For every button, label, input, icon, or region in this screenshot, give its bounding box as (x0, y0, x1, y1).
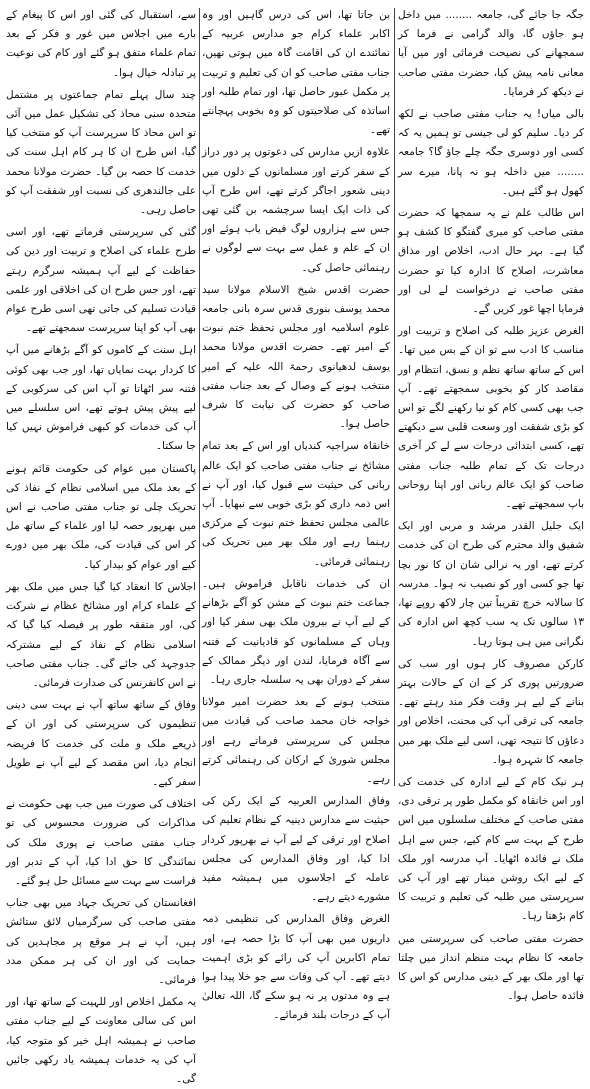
paragraph: کارکن مصروف کار ہوں اور سب کی ضرورتیں پوری کر کے ان کے حالات بہتر بنانے کے لیے ہر وقت فکر مند رہتے تھے۔ جامعہ کی ترقی آپ کی محنت، اخلاص اور دعاؤں کا نتیجہ تھی، اسی لیے ملک بھر میں جامعہ کا شہرہ ہوا۔ (398, 657, 584, 766)
paragraph: چند سال پہلے تمام جماعتوں پر مشتمل متحدہ سنی محاذ کی تشکیل عمل میں آئی تو اس محاذ کا سرپرست آپ کو منتخب کیا گیا، اس طرح ان کا ہر کام اہل سنت کی خدمت کا حصہ بن گیا۔ حضرت مولانا محمد علی جالندھری کی نسبت اور شفقت آپ کو حاصل رہی۔ (6, 88, 196, 217)
paragraph: اس طالب علم نے یہ سمجھا کہ حضرت مفتی صاحب کو میری گفتگو کا کشف ہو گیا ہے۔ بہر حال ادب، اخلاص اور مذاق معاشرت، اصلاح کا ادارہ کیا تو حضرت مفتی صاحب نے درخواست لے لی اور فرمایا اچھا غور کریں گے۔ (398, 207, 584, 316)
paragraph: منتخب ہونے کے بعد حضرت امیر مولانا خواجہ خان محمد صاحب کی قیادت میں مجلس کی سرپرستی فرماتے رہے اور مجلس شوریٰ کے ارکان کی رہنمائی کرتے رہے۔ (202, 696, 390, 785)
paragraph: الغرض عزیز طلبہ کی اصلاح و تربیت اور مناسب کا ادب سے تو ان کے بس میں تھا۔ اس کے ساتھ ساتھ نظم و نسق، انتظام اور مقاصد کار کو بخوبی سمجھتے تھے۔ آپ جب بھی کسی کام کو نیا رکھنے لگے تو اس کو بڑی شفقت اور وسعت قلبی سے دیکھتے تھے، کسی ابتدائی درجات سے لے کر آخری درجات تک کے تمام طلبہ جناب مفتی صاحب کو ایک عالم ربانی اور اپنا روحانی باپ سمجھتے تھے۔ (398, 325, 584, 511)
paragraph: بالی میاں! یہ جناب مفتی صاحب نے لکھ کر دیا۔ سلیم کو لی جیسی تو ہمیں یہ کہ کسی اور دوسری جگہ چلے جاؤ گا؟ جامعہ ........ میں داخلہ ہو نہ پانا، میرے سر کھول ہو گئے ہیں۔ (398, 108, 584, 197)
text-column-middle (202, 6, 390, 1022)
paragraph: اجلاس کا انعقاد کیا گیا جس میں ملک بھر کے علماء کرام اور مشائخ عظام نے شرکت کی، اور متفقہ طور پر فیصلہ کیا گیا کہ اسلامی نظام کے نفاذ کے لیے مشترکہ جدوجہد کی جائے گی۔ جناب مفتی صاحب نے اس کانفرنس کی صدارت فرمائی۔ (6, 580, 196, 689)
paragraph: اختلاف کی صورت میں جب بھی حکومت نے مذاکرات کی ضرورت محسوس کی تو جناب مفتی صاحب نے پوری ملک کی نمائندگی کا حق ادا کیا، آپ کے تدبر اور فراست سے بہت سے مسائل حل ہو گئے۔ (6, 798, 196, 887)
paragraph: ہر نیک کام کے لیے ادارہ کی خدمت کی اور اس خانقاہ کو مکمل طور پر ترقی دی، مفتی صاحب کے مختلف سلسلوں میں اس طرح کے بہت سے کام کیے، جس سے اہل ملک نے فائدہ اٹھایا۔ آپ مدرسہ اور ملک کے لیے ایک روشن مینار تھے اور آپ کی سرپرستی میں طلبہ کی تعلیم و تربیت کا کام بڑھتا رہا۔ (398, 775, 584, 923)
paragraph: گئی کی سرپرستی فرماتے تھے، اور اسی طرح علماء کی اصلاح و تربیت اور دین کی حفاظت کے لیے آپ ہمیشہ سرگرم رہتے تھے، اور جس طرح ان کی اخلاقی اور علمی قیادت تسلیم کی جاتی تھی اسی طرح عوام بھی آپ کو اپنا سرپرست سمجھتے تھے۔ (6, 226, 196, 335)
paragraph: حضرت اقدس شیخ الاسلام مولانا سید محمد یوسف بنوری قدس سرہ بانی جامعہ علوم اسلامیہ اور مجلس تحفظ ختم نبوت کے امیر تھے۔ حضرت اقدس مولانا محمد یوسف لدھیانوی رحمۃ اللہ علیہ کے امیر منتخب ہونے کے وصال کے بعد جناب مفتی صاحب کو حضرت کی نیابت کا شرف حاصل ہوا۔ (202, 283, 390, 431)
paragraph: خانقاہ سراجیہ کندیاں اور اس کے بعد تمام مشائخ نے جناب مفتی صاحب کو ایک عالم ربانی کی حیثیت سے قبول کیا، اور آپ نے اس ذمہ داری کو بڑی خوبی سے نبھایا۔ آپ عالمی مجلس تحفظ ختم نبوت کے مرکزی رہنما رہے اور ملک بھر میں تحریک کی رہنمائی فرمائی۔ (202, 440, 390, 568)
paragraph: پاکستان میں عوام کی حکومت قائم ہونے کے بعد ملک میں اسلامی نظام کے نفاذ کی تحریک چلی تو جناب مفتی صاحب نے اس میں بھرپور حصہ لیا اور علماء کے ساتھ مل کر اس کی قیادت کی، ملک بھر میں دورے کیے اور عوام کو بیدار کیا۔ (6, 462, 196, 571)
paragraph: وفاق کے ساتھ ساتھ آپ نے بہت سی دینی تنظیموں کی سرپرستی کی اور ان کے ذریعے ملک و ملت کی خدمت کا فریضہ انجام دیا، اس مقصد کے لیے آپ نے طویل سفر کیے۔ (6, 699, 196, 788)
text-column-right (398, 6, 584, 1003)
paragraph: ایک جلیل القدر مرشد و مربی اور ایک شفیق والد محترم کی طرح ان کی خدمت کرتے تھے، اور یہ نرالی شان ان کا نور بچا تھا جو کسی اور کو نصیب نہ ہوا۔ مدرسہ کا سالانہ خرچ تقریباً تین چار لاکھ روپے تھا، ۱۳ سالوں تک یہ سب کچھ اس ادارہ کی نگرانی میں ہی ہوتا رہا۔ (398, 520, 584, 648)
paragraph: اہل سنت کے کاموں کو آگے بڑھانے میں آپ کا کردار بہت نمایاں تھا، اور جب بھی کوئی فتنہ سر اٹھاتا تو آپ اس کی سرکوبی کے لیے پیش پیش ہوتے تھے، اس سلسلے میں آپ کی خدمات کو کبھی فراموش نہیں کیا جا سکتا۔ (6, 344, 196, 453)
paragraph: ان کی خدمات ناقابل فراموش ہیں۔ جماعت ختم نبوت کے مشن کو آگے بڑھانے کے لیے آپ نے بیرون ملک بھی سفر کیا اور وہاں کے مسلمانوں کو قادیانیت کے فتنہ سے آگاہ فرمایا، لندن اور دیگر ممالک کے سفر کے دوران بھی یہ سلسلہ جاری رہا۔ (202, 577, 390, 686)
paragraph: بن جاتا تھا، اس کی درس گاہیں اور وہ اکابر علماء کرام جو مدارس عربیہ کے نمائندے ان کی اقامت گاہ میں ہوتی تھیں، جناب مفتی صاحب کو ان کی تعلیم و تربیت پر مکمل عبور حاصل تھا، اور تمام طلبہ اور اساتذہ کی صلاحیتوں کو وہ بخوبی پہچانتے تھے۔ (202, 9, 390, 137)
text-column-left (6, 6, 196, 1085)
paragraph: الغرض وفاق المدارس کی تنظیمی ذمہ داریوں میں بھی آپ کا بڑا حصہ ہے، اور تمام اکابرین آپ کی رائے کو بڑی اہمیت دیتے تھے۔ آپ کی وفات سے جو خلا پیدا ہوا ہے وہ مدتوں پر نہ ہو سکے گا، اللہ تعالیٰ آپ کے درجات بلند فرمائے۔ (202, 913, 390, 1022)
paragraph: وفاق المدارس العربیہ کے ایک رکن کی حیثیت سے مدارس دینیہ کے نظام تعلیم کی اصلاح اور ترقی کے لیے آپ نے بھرپور کردار ادا کیا، اور وفاق المدارس کی مجلس عاملہ کے اجلاسوں میں ہمیشہ مفید مشورے دیتے رہے۔ (202, 795, 390, 904)
paragraph: افغانستان کی تحریک جہاد میں بھی جناب مفتی صاحب کی سرگرمیاں لائق ستائش ہیں، آپ نے ہر موقع پر مجاہدین کی حمایت کی اور ان کی ہر ممکن مدد فرمائی۔ (6, 897, 196, 986)
paragraph: جگہ جا جائے گی، جامعہ ........ میں داخل ہو جاؤں گا، والد گرامی نے فرما کر سمجھانے کی نصیحت فرمائی اور میں آیا معانی نامہ پیش کیا، حضرت مفتی صاحب نے دیکھ کر فرمایا۔ (398, 9, 584, 98)
column-divider (394, 8, 395, 786)
paragraph: یہ مکمل اخلاص اور للہیت کے ساتھ تھا، اور اس کی سالی معاونت کے لیے جناب مفتی صاحب نے ہمیشہ اہل خیر کو متوجہ کیا، آپ کی یہ خدمات ہمیشہ یاد رکھی جائیں گی۔ (6, 996, 196, 1085)
paragraph: حضرت مفتی صاحب کی سرپرستی میں جامعہ کا نظام بہت منظم انداز میں چلتا تھا اور ملک بھر کے دینی مدارس کو اس کا فائدہ حاصل ہوا۔ (398, 932, 584, 1003)
column-divider (199, 8, 200, 786)
paragraph: علاوہ ازیں مدارس کی دعوتوں پر دور دراز کے سفر کرتے اور مسلمانوں کے دلوں میں دینی شعور اجاگر کرتے تھے، اس طرح آپ کی ذات ایک ایسا سرچشمہ بن گئی تھی جس سے ہزاروں لوگ فیض یاب ہوئے اور ان کے علم و عمل سے بہت سے لوگوں نے رہنمائی حاصل کی۔ (202, 146, 390, 274)
paragraph: سے، استقبال کی گئی اور اس کا پیغام کے بارے میں اجلاس میں غور و فکر کے بعد تمام علماء متفق ہو گئے اور کام کی نوعیت پر تبادلہ خیال ہوا۔ (6, 9, 196, 79)
